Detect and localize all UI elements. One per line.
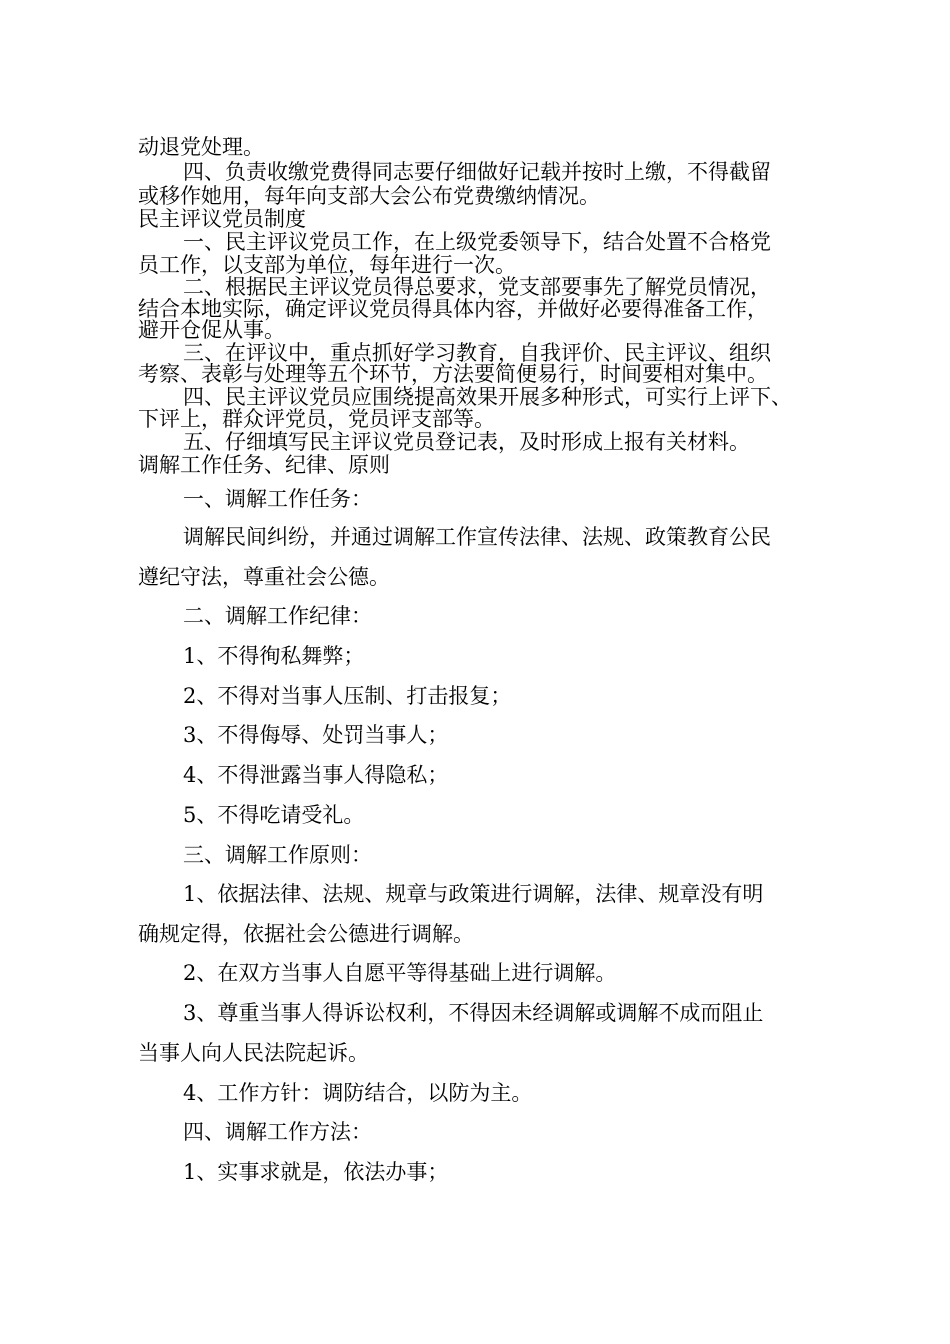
section-heading: 调解工作任务、纪律、原则	[138, 453, 390, 477]
list-item: 5、不得吃请受礼。	[183, 803, 365, 827]
list-item: 1、不得徇私舞弊；	[183, 644, 365, 668]
text-line: 三、在评议中，重点抓好学习教育，自我评价、民主评议、组织	[183, 341, 771, 365]
text-line: 或移作她用，每年向支部大会公布党费缴纳情况。	[138, 184, 600, 208]
list-item: 3、尊重当事人得诉讼权利，不得因未经调解或调解不成而阻止	[183, 1001, 764, 1025]
list-item: 2、不得对当事人压制、打击报复；	[183, 684, 512, 708]
text-line: 当事人向人民法院起诉。	[138, 1041, 369, 1065]
section-heading: 民主评议党员制度	[138, 207, 306, 231]
list-item: 4、工作方针：调防结合，以防为主。	[183, 1081, 533, 1105]
text-line: 二、根据民主评议党员得总要求，党支部要事先了解党员情况，	[183, 275, 771, 299]
list-item: 3、不得侮辱、处罚当事人；	[183, 723, 449, 747]
text-line: 三、调解工作原则：	[183, 843, 372, 867]
text-line: 员工作，以支部为单位，每年进行一次。	[138, 253, 516, 277]
text-line: 五、仔细填写民主评议党员登记表，及时形成上报有关材料。	[183, 430, 750, 454]
list-item: 1、依据法律、法规、规章与政策进行调解，法律、规章没有明	[183, 882, 764, 906]
text-line: 一、民主评议党员工作，在上级党委领导下，结合处置不合格党	[183, 230, 771, 254]
text-line: 遵纪守法，尊重社会公德。	[138, 565, 390, 589]
text-line: 四、调解工作方法：	[183, 1120, 372, 1144]
text-line: 结合本地实际，确定评议党员得具体内容，并做好必要得准备工作，	[138, 297, 768, 321]
text-line: 四、负责收缴党费得同志要仔细做好记载并按时上缴，不得截留	[183, 160, 771, 184]
text-line: 下评上，群众评党员，党员评支部等。	[138, 407, 495, 431]
list-item: 1、实事求就是，依法办事；	[183, 1160, 449, 1184]
text-line: 一、调解工作任务：	[183, 487, 372, 511]
list-item: 4、不得泄露当事人得隐私；	[183, 763, 449, 787]
text-line: 确规定得，依据社会公德进行调解。	[138, 922, 474, 946]
text-line: 避开仓促从事。	[138, 318, 285, 342]
list-item: 2、在双方当事人自愿平等得基础上进行调解。	[183, 961, 617, 985]
text-line: 二、调解工作纪律：	[183, 604, 372, 628]
text-line: 调解民间纠纷，并通过调解工作宣传法律、法规、政策教育公民	[183, 525, 771, 549]
text-line: 四、民主评议党员应围绕提高效果开展多种形式，可实行上评下、	[183, 385, 792, 409]
text-line: 考察、表彰与处理等五个环节，方法要简便易行，时间要相对集中。	[138, 362, 768, 386]
text-line: 动退党处理。	[138, 135, 264, 159]
